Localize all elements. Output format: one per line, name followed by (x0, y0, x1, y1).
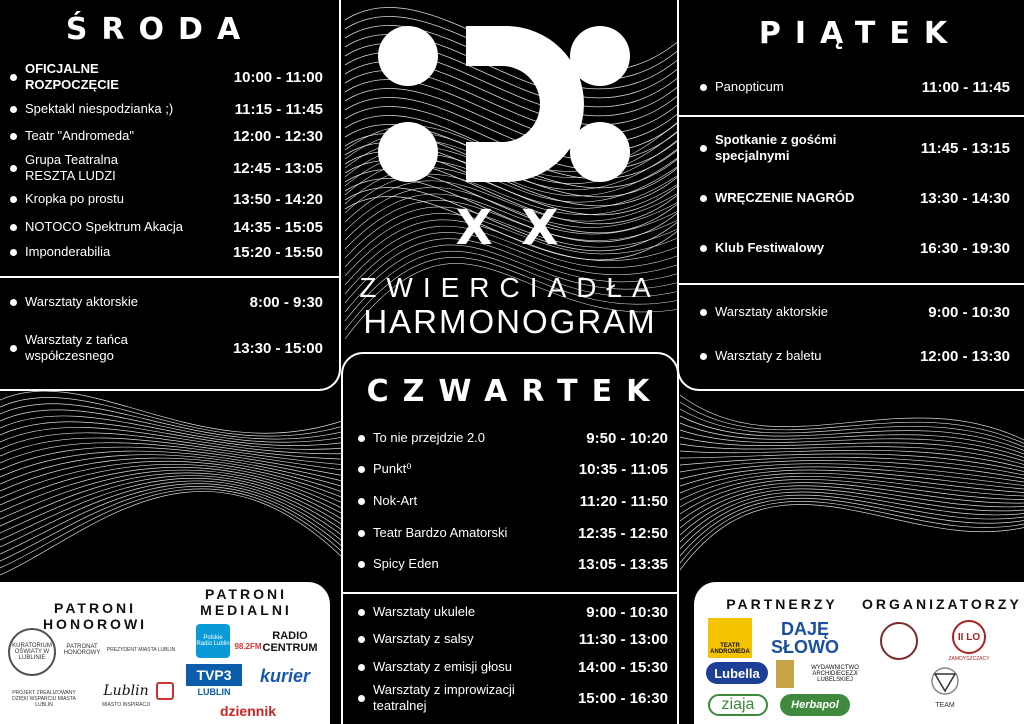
logo-dot (378, 122, 438, 182)
show-name: Spicy Eden (373, 556, 439, 571)
event-name: WRĘCZENIE NAGRÓD (715, 190, 855, 205)
show-name: Teatr Bardzo Amatorski (373, 525, 508, 540)
piatek-workshop-row (700, 303, 1010, 321)
show-time: 11:20 - 11:50 (579, 492, 668, 510)
show-name: Punkt⁰ (373, 461, 412, 476)
piatek-event-row (700, 239, 1010, 257)
polskie-radio-logo: Polskie Radio Lublin (196, 624, 230, 658)
bullet-icon (10, 249, 17, 256)
wave-line (680, 416, 1024, 451)
bullet-icon (358, 695, 365, 702)
piatek-divider (679, 283, 1024, 285)
show-time: 10:00 - 11:00 (233, 68, 323, 86)
show-time: 10:35 - 11:05 (578, 460, 668, 478)
bullet-icon (700, 353, 707, 360)
bullet-icon (700, 195, 707, 202)
sroda-show-row (10, 218, 323, 236)
workshop-time: 11:30 - 13:00 (578, 630, 668, 648)
edition-numeral: X X (455, 200, 565, 256)
piatek-workshop-row (700, 347, 1010, 365)
wave-line (680, 409, 1024, 447)
sroda-show-row (10, 151, 323, 185)
wave-line (680, 423, 1024, 454)
bullet-icon (358, 530, 365, 537)
workshop-name: Warsztaty z tańca współczesnego (25, 332, 128, 363)
czwartek-workshop-row (358, 603, 668, 621)
sroda-workshop-row (10, 331, 323, 365)
logo-dot (570, 122, 630, 182)
projekt-note: PROJEKT ZREALIZOWANY DZIĘKI WSPARCIU MIASTA LUBLIN (12, 690, 76, 708)
czwartek-show-row (358, 524, 668, 542)
lubella-logo: Lubella (706, 662, 768, 684)
piatek-title: PIĄTEK (758, 16, 962, 51)
dziennik-logo: dziennik (219, 703, 276, 719)
sroda-show-row (10, 190, 323, 208)
workshop-name: Warsztaty z improwizacji teatralnej (373, 682, 515, 713)
prezydent-logo: PREZYDENT MIASTA LUBLIN (106, 647, 176, 653)
workshop-name: Warsztaty z baletu (715, 348, 822, 363)
show-name: OFICJALNE ROZPOCZĘCIE (25, 61, 119, 92)
team-triangle-icon (930, 666, 960, 696)
logo-d-shape (466, 26, 584, 182)
show-time: 11:15 - 11:45 (234, 100, 323, 118)
bullet-icon (358, 498, 365, 505)
wave-line (680, 467, 1024, 486)
wave-line (680, 479, 1024, 514)
workshop-name: Warsztaty z emisji głosu (373, 659, 512, 674)
sroda-divider (0, 276, 339, 278)
wave-line (0, 422, 345, 450)
piatek-divider (679, 115, 1024, 117)
logo-dot (570, 26, 630, 86)
wave-line (0, 404, 345, 439)
wave-line (680, 501, 1024, 563)
bullet-icon (10, 196, 17, 203)
logo-dot (378, 26, 438, 86)
show-time: 13:05 - 13:35 (577, 555, 668, 573)
sroda-show-row (10, 243, 323, 261)
wave-line (680, 457, 1024, 475)
show-name: Teatr "Andromeda" (25, 128, 134, 143)
workshop-name: Warsztaty aktorskie (25, 294, 138, 309)
patronat-logo: PATRONAT HONOROWY (63, 644, 101, 656)
bullet-icon (700, 145, 707, 152)
czwartek-divider (343, 592, 677, 594)
event-time: 16:30 - 19:30 (919, 239, 1010, 257)
sroda-show-row (10, 60, 323, 94)
bullet-icon (700, 84, 707, 91)
show-name: Grupa Teatralna RESZTA LUDZI (25, 152, 118, 183)
workshop-time: 8:00 - 9:30 (249, 293, 323, 311)
zamoyszczacy-label: ZAMOYSZCZACY (948, 656, 990, 662)
wave-line (680, 476, 1024, 507)
workshop-name: Warsztaty z salsy (373, 631, 474, 646)
show-name: Nok-Art (373, 493, 418, 508)
show-time: 9:50 - 10:20 (586, 429, 668, 447)
czwartek-title: CZWARTEK (366, 374, 664, 409)
workshop-name: Warsztaty aktorskie (715, 304, 828, 319)
workshop-time: 9:00 - 10:30 (928, 303, 1010, 321)
lublin-emblem-icon (156, 682, 174, 700)
sroda-title: ŚRODA (65, 12, 255, 47)
radio-freq-label: 98.2FM (234, 641, 262, 651)
kuratorium-logo: KURATORIUM OŚWIATY W LUBLINIE (8, 628, 56, 676)
show-name: NOTOCO Spektrum Akacja (25, 219, 183, 234)
czwartek-show-row (358, 429, 668, 447)
team-label: TEAM (935, 701, 955, 709)
bullet-icon (10, 345, 17, 352)
wave-line (680, 460, 1024, 478)
festival-logo (378, 24, 638, 184)
bullet-icon (10, 106, 17, 113)
bullet-icon (358, 561, 365, 568)
workshop-time: 13:30 - 15:00 (232, 339, 323, 357)
bullet-icon (358, 636, 365, 643)
patroni-honorowi-title: PATRONI HONOROWI (42, 600, 148, 632)
event-name: Klub Festiwalowy (715, 240, 825, 255)
ziaja-logo: ziaja (708, 694, 768, 716)
tvp3-logo: TVP3 (186, 664, 242, 686)
show-name: To nie przejdzie 2.0 (373, 430, 486, 445)
kurier-logo: kurier (259, 665, 311, 686)
czwartek-show-row (358, 555, 668, 573)
sroda-show-row (10, 100, 323, 118)
bullet-icon (358, 609, 365, 616)
ii-lo-logo: II LO (952, 620, 986, 654)
patroni-medialni-title: PATRONI MEDIALNI (200, 586, 292, 618)
czwartek-workshop-row (358, 681, 668, 715)
czwartek-show-row (358, 460, 668, 478)
show-name: Imponderabilia (25, 244, 111, 259)
show-name: Kropka po prostu (25, 191, 125, 206)
sroda-show-row (10, 127, 323, 145)
workshop-name: Warsztaty ukulele (373, 604, 476, 619)
show-time: 13:50 - 14:20 (232, 190, 323, 208)
herbapol-logo: Herbapol (780, 694, 850, 716)
bullet-icon (10, 133, 17, 140)
partnerzy-title: PARTNERZY (726, 596, 838, 612)
radio-centrum-logo: RADIO CENTRUM (262, 630, 318, 654)
show-time: 11:00 - 11:45 (921, 78, 1010, 96)
bullet-icon (700, 245, 707, 252)
wave-line (0, 397, 345, 436)
czwartek-show-row (358, 492, 668, 510)
sroda-workshop-row (10, 293, 323, 311)
event-time: 13:30 - 14:30 (919, 189, 1010, 207)
organizer-seal-logo (880, 622, 918, 660)
workshop-time: 12:00 - 13:30 (919, 347, 1010, 365)
piatek-event-row (700, 131, 1010, 165)
bullet-icon (358, 435, 365, 442)
festival-name: ZWIERCIADŁA (359, 272, 661, 303)
show-time: 12:35 - 12:50 (577, 524, 668, 542)
bullet-icon (10, 165, 17, 172)
wydawnictwo-logo: WYDAWNICTWO ARCHIDIECEZJI LUBELSKIEJ (776, 660, 872, 688)
show-time: 12:00 - 12:30 (232, 127, 323, 145)
workshop-time: 9:00 - 10:30 (586, 603, 668, 621)
bullet-icon (10, 299, 17, 306)
bullet-icon (700, 309, 707, 316)
piatek-event-row (700, 189, 1010, 207)
lublin-logo: Lublin (103, 683, 149, 699)
show-name: Spektakl niespodzianka ;) (25, 101, 174, 116)
lublin-tagline: MIASTO INSPIRACJI (102, 702, 150, 708)
show-time: 12:45 - 13:05 (232, 159, 323, 177)
workshop-time: 14:00 - 15:30 (577, 658, 668, 676)
bullet-icon (358, 664, 365, 671)
daje-slowo-logo: DAJĘ SŁOWO (771, 619, 839, 657)
event-name: Spotkanie z gośćmi specjalnymi (715, 132, 837, 163)
show-time: 15:20 - 15:50 (232, 243, 323, 261)
show-time: 14:35 - 15:05 (232, 218, 323, 236)
bullet-icon (10, 74, 17, 81)
czwartek-workshop-row (358, 658, 668, 676)
piatek-show-row (700, 78, 1010, 96)
schedule-title: HARMONOGRAM (363, 303, 657, 340)
teatr-andromeda-logo: TEATR ANDROMEDA (708, 618, 752, 658)
workshop-time: 15:00 - 16:30 (577, 689, 668, 707)
czwartek-workshop-row (358, 630, 668, 648)
bullet-icon (10, 224, 17, 231)
wave-line (680, 395, 1024, 440)
show-name: Panopticum (715, 79, 784, 94)
tvp3-city-label: LUBLIN (197, 687, 231, 697)
bullet-icon (358, 466, 365, 473)
event-time: 11:45 - 13:15 (920, 139, 1010, 157)
organizatorzy-title: ORGANIZATORZY (862, 596, 1022, 612)
